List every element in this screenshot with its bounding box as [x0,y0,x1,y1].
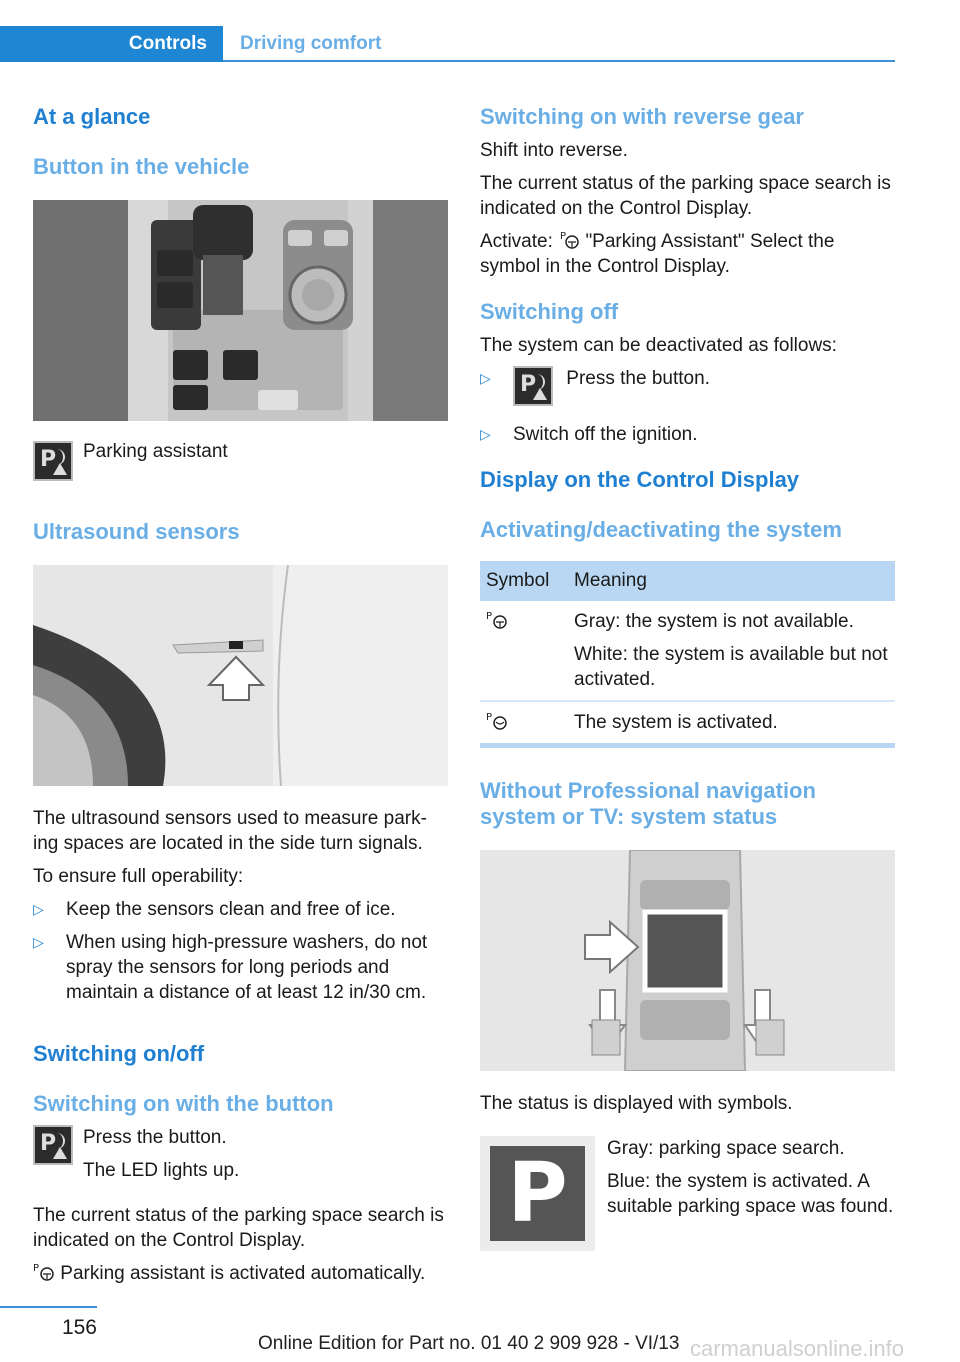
parking-assistant-caption: Parking assistant [83,441,228,462]
heading-reverse-gear: Switching on with reverse gear [480,104,804,129]
center-console-image [33,200,448,421]
heading-without-navigation: Without Professional navigation system or TV: system status [480,778,816,829]
parking-assistant-icon [33,1125,73,1165]
center-console-photo [33,200,448,421]
table-row [480,701,895,746]
activate-text: Activate: P "Parking Assistant" Select the symbol in the Control Display. [480,231,835,277]
activated-automatically-text: Parking assistant is activated automatically. [60,1263,426,1284]
car-status-image [480,850,895,1071]
list-item: ▷ When using high-pressure washers, do not spray the sensors for long periods and maintain a distance of at least 12 in/30 cm. [33,932,428,1003]
tab-controls[interactable]: Controls [0,26,223,62]
left-column [33,100,448,1286]
press-button-text: Press the button. [83,1127,227,1148]
parking-active-icon [33,1261,55,1281]
current-status-text-right: The current status of the parking space search is indicated on the Control Display. [480,173,891,219]
ultrasound-description: The ultrasound sensors used to measure park-ing spaces are located in the side turn signals. [33,808,427,854]
off-intro-text: The system can be deactivated as follows: [480,335,837,356]
parking-available-icon [486,609,508,629]
current-status-text: The current status of the parking space search is indicated on the Control Display. [33,1205,444,1251]
footer-divider [0,1306,97,1308]
list-item: ▷ Keep the sensors clean and free of ice. [33,899,396,920]
icon-letter: P [40,447,57,472]
parking-p-legend [480,1136,895,1251]
sensor-photo [33,565,448,786]
parking-assistant-icon [513,366,553,406]
table-header-row [480,561,895,601]
icon-letter: P [40,1131,57,1156]
meaning-cell: The system is activated. [568,701,895,746]
blue-status-text: Blue: the system is activated. A suitable parking space was found. [607,1171,894,1217]
operability-intro: To ensure full operability: [33,866,244,887]
edition-text: Online Edition for Part no. 01 40 2 909 928 - VI/13 [258,1333,680,1354]
heading-ultrasound-sensors: Ultrasound sensors [33,519,240,544]
symbol-cell [480,701,568,746]
parking-off-icon [558,229,580,249]
svg-text:P: P [486,611,493,622]
parking-assistant-icon [33,441,73,481]
list-item: ▷ P Press the button. [480,366,895,410]
tab-driving-comfort[interactable]: Driving comfort [240,33,382,54]
symbol-cell [480,601,568,701]
page-number: 156 [61,1316,97,1339]
operability-list [33,897,448,1005]
icon-letter: P [520,372,537,397]
svg-text:P: P [486,712,493,723]
shift-reverse-text: Shift into reverse. [480,140,628,161]
watermark: carmanualsonline.info [690,1336,905,1361]
parking-assistant-legend [33,441,448,481]
svg-text:P: P [560,231,567,242]
activated-automatically-row [33,1261,448,1286]
heading-activating-deactivating: Activating/deactivating the system [480,517,842,542]
led-lights-text: The LED lights up. [83,1160,240,1181]
status-symbols-text: The status is displayed with symbols. [480,1093,793,1114]
heading-switching-on-button: Switching on with the button [33,1091,334,1116]
col-meaning: Meaning [568,561,895,601]
meaning-cell: Gray: the system is not available. White: the system is available but not activated. [568,601,895,701]
heading-switching-off: Switching off [480,299,619,324]
gray-status-text: Gray: parking space search. [607,1138,845,1159]
table-row [480,601,895,701]
parking-activated-icon [486,710,508,730]
side-sensor-image [33,565,448,786]
heading-at-a-glance: At a glance [33,104,151,129]
parking-p-icon [480,1136,595,1251]
press-button-row [33,1125,448,1183]
heading-display-control: Display on the Control Display [480,467,800,492]
list-item: ▷ Switch off the ignition. [480,424,698,445]
car-top-view [480,850,895,1071]
col-symbol: Symbol [480,561,568,601]
page-header [0,26,895,62]
off-list [480,366,895,447]
parking-p-sign: P [490,1146,585,1241]
heading-switching-onoff: Switching on/off [33,1041,205,1066]
heading-button-in-vehicle: Button in the vehicle [33,154,250,179]
svg-text:P: P [33,1263,40,1274]
right-column [480,100,895,1251]
symbol-table [480,561,895,748]
